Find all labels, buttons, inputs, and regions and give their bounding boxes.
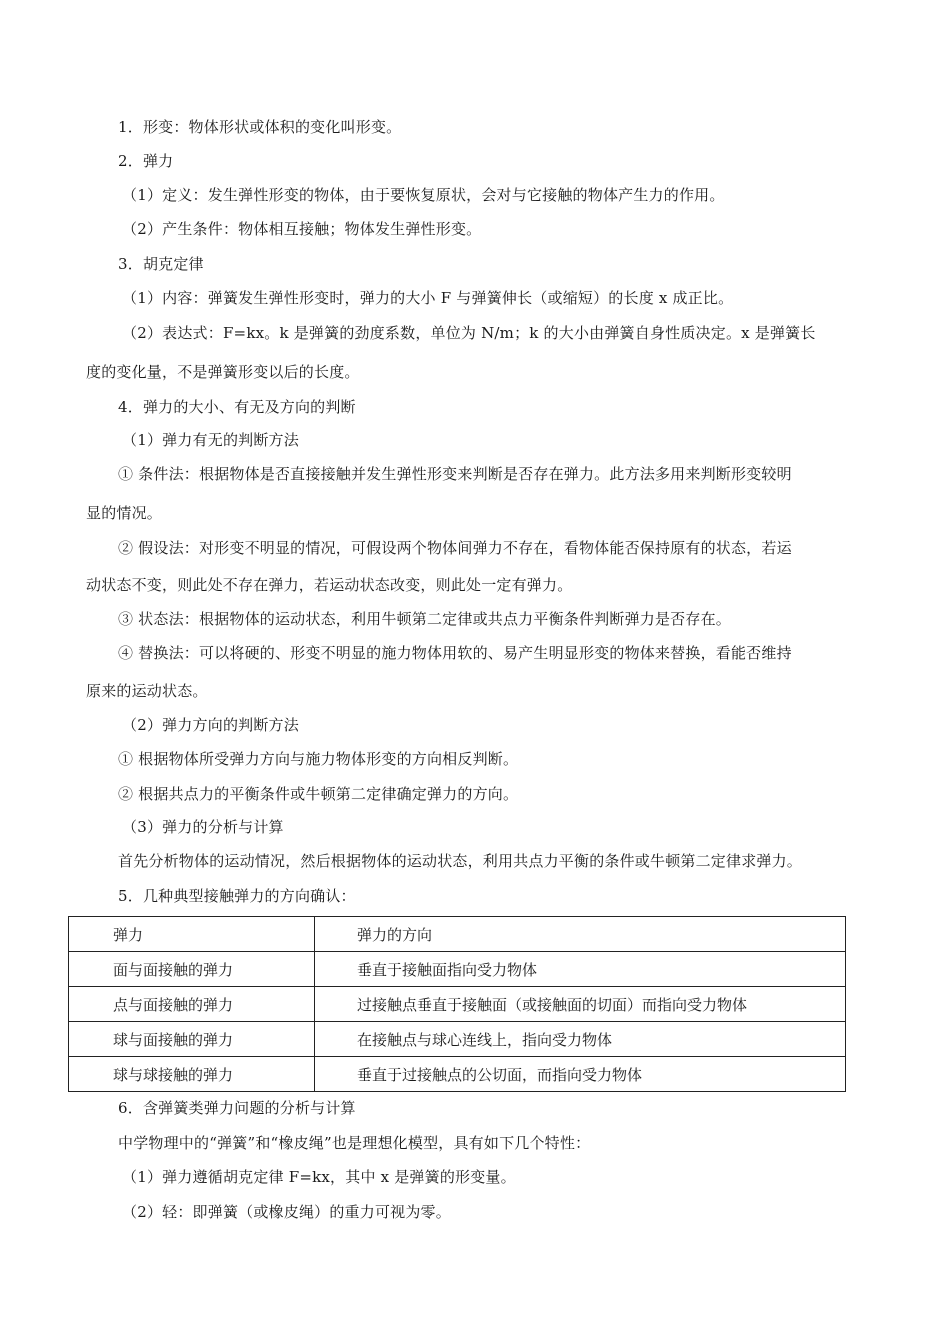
table-row [69,952,846,987]
para-direction-1: ① 根据物体所受弹力方向与施力物体形变的方向相反判断。 [118,750,519,768]
subheading-direction: （2）弹力方向的判断方法 [122,716,299,734]
heading-judgement: 4．弹力的大小、有无及方向的判断 [118,398,356,416]
para-hooke-content: （1）内容：弹簧发生弹性形变时，弹力的大小 F 与弹簧伸长（或缩短）的长度 x 成正比。 [122,289,734,307]
heading-spring-problems: 6．含弹簧类弹力问题的分析与计算 [118,1099,356,1117]
para-condition-method: ① 条件法：根据物体是否直接接触并发生弹性形变来判断是否存在弹力。此方法多用来判断形变较明 [118,465,792,483]
table-cell: 过接触点垂直于接触面（或接触面的切面）而指向受力物体 [315,987,846,1022]
para-replace-method: ④ 替换法：可以将硬的、形变不明显的施力物体用软的、易产生明显形变的物体来替换，看能否维持 [118,644,792,662]
table-header-cell: 弹力 [69,917,315,952]
table-cell: 垂直于接触面指向受力物体 [315,952,846,987]
subheading-existence: （1）弹力有无的判断方法 [122,431,299,449]
para-definition: （1）定义：发生弹性形变的物体，由于要恢复原状，会对与它接触的物体产生力的作用。 [122,186,725,204]
table-row [69,987,846,1022]
para-assumption-method: ② 假设法：对形变不明显的情况，可假设两个物体间弹力不存在，看物体能否保持原有的状态，若运 [118,539,792,557]
table-header-cell: 弹力的方向 [315,917,846,952]
para-spring-model: 中学物理中的“弹簧”和“橡皮绳”也是理想化模型，具有如下几个特性： [118,1134,591,1152]
para-replace-method-cont: 原来的运动状态。 [86,682,208,700]
heading-typical-contact: 5．几种典型接触弹力的方向确认： [118,887,356,905]
para-condition-method-cont: 显的情况。 [86,504,163,522]
heading-hooke-law: 3．胡克定律 [118,255,204,273]
table-cell: 球与球接触的弹力 [69,1057,315,1092]
table-cell: 在接触点与球心连线上，指向受力物体 [315,1022,846,1057]
table-header-row [69,917,846,952]
para-calculation: 首先分析物体的运动情况，然后根据物体的运动状态，利用共点力平衡的条件或牛顿第二定律求弹力。 [118,852,803,870]
heading-elastic-force: 2．弹力 [118,152,174,170]
para-spring-light: （2）轻：即弹簧（或橡皮绳）的重力可视为零。 [122,1203,451,1221]
table-cell: 球与面接触的弹力 [69,1022,315,1057]
table-cell: 点与面接触的弹力 [69,987,315,1022]
para-state-method: ③ 状态法：根据物体的运动状态，利用牛顿第二定律或共点力平衡条件判断弹力是否存在。 [118,610,731,628]
para-hooke-expression-cont: 度的变化量，不是弹簧形变以后的长度。 [86,363,360,381]
para-spring-hooke: （1）弹力遵循胡克定律 F=kx，其中 x 是弹簧的形变量。 [122,1168,516,1186]
para-assumption-method-cont: 动状态不变，则此处不存在弹力，若运动状态改变，则此处一定有弹力。 [86,576,573,594]
para-condition: （2）产生条件：物体相互接触；物体发生弹性形变。 [122,220,482,238]
contact-force-table [68,916,846,1092]
table-cell: 垂直于过接触点的公切面，而指向受力物体 [315,1057,846,1092]
para-direction-2: ② 根据共点力的平衡条件或牛顿第二定律确定弹力的方向。 [118,785,519,803]
table-cell: 面与面接触的弹力 [69,952,315,987]
table-row [69,1022,846,1057]
para-deformation: 1．形变：物体形状或体积的变化叫形变。 [118,118,402,136]
table-row [69,1057,846,1092]
para-hooke-expression: （2）表达式：F=kx。k 是弹簧的劲度系数，单位为 N/m；k 的大小由弹簧自身性质决定。x 是弹簧长 [122,324,816,342]
subheading-calculation: （3）弹力的分析与计算 [122,818,284,836]
